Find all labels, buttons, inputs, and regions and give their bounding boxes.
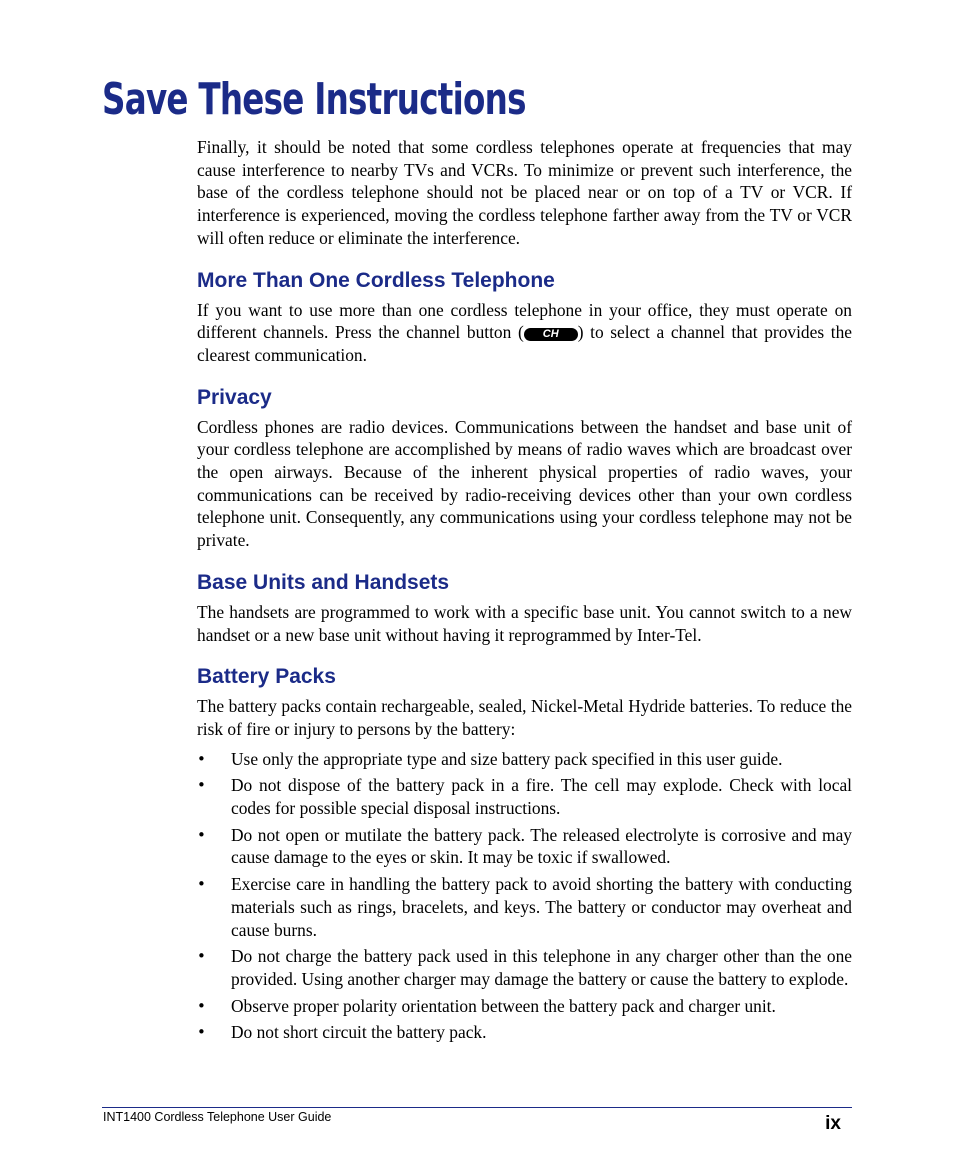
footer-divider bbox=[102, 1107, 852, 1108]
bullet-icon: • bbox=[197, 825, 206, 844]
section-heading-privacy: Privacy bbox=[197, 385, 272, 409]
bullet-icon: • bbox=[197, 875, 206, 894]
footer-guide-title: INT1400 Cordless Telephone User Guide bbox=[103, 1110, 332, 1124]
multi-phone-text-before: If you want to use more than one cordless telephone in your office, they must operate on different channels. Press the channel button ( bbox=[197, 299, 852, 343]
intro-paragraph: Finally, it should be noted that some cordless telephones operate at frequencies that may cause interference to nearby TVs and VCRs. To minimize or prevent such interference, the base of the cordless telephone should not be placed near or on top of a TV or VCR. If interference is experienced, moving the cordless telephone farther away from the TV or VCR will often reduce or eliminate the interference. bbox=[197, 137, 852, 248]
list-item: • Use only the appropriate type and size battery pack specified in this user guide. bbox=[197, 748, 783, 769]
list-item: • Do not dispose of the battery pack in a fire. The cell may explode. Check with local codes for possible special disposal instructions. bbox=[197, 775, 852, 819]
privacy-paragraph: Cordless phones are radio devices. Communications between the handset and base unit of your cordless telephone are accomplished by means of radio waves which are broadcast over the open airways. Because of the inherent physical properties of radio waves, your communications can be received by radio-receiving devices other than your own cordless telephone unit. Consequently, any communications using your cordless telephone may not be private. bbox=[197, 416, 852, 551]
list-item: • Observe proper polarity orientation between the battery pack and charger unit. bbox=[197, 995, 776, 1016]
bullet-icon: • bbox=[197, 947, 206, 966]
section-heading-base-units: Base Units and Handsets bbox=[197, 570, 450, 594]
bullet-icon: • bbox=[197, 749, 206, 768]
list-item: • Exercise care in handling the battery pack to avoid shorting the battery with conducting materials such as rings, bracelets, and keys. The battery or conductor may overheat and cause burns. bbox=[197, 874, 852, 940]
main-content bbox=[197, 136, 852, 1048]
list-item: • Do not charge the battery pack used in this telephone in any charger other than the one provided. Using another charger may damage the battery or cause the battery to explode. bbox=[197, 946, 852, 989]
page-title: Save These Instructions bbox=[102, 74, 526, 125]
bullet-icon: • bbox=[197, 1023, 206, 1042]
list-item: • Do not open or mutilate the battery pack. The released electrolyte is corrosive and may cause damage to the eyes or skin. It may be toxic if swallowed. bbox=[197, 824, 852, 868]
multi-phone-paragraph bbox=[197, 299, 852, 367]
multi-phone-text-after: ) to select a channel that provides the clearest communication. bbox=[197, 322, 852, 365]
base-units-paragraph: The handsets are programmed to work with a specific base unit. You cannot switch to a new handset or a new base unit without having it reprogrammed by Inter-Tel. bbox=[197, 601, 852, 645]
section-heading-battery: Battery Packs bbox=[197, 665, 336, 689]
channel-button-icon: CH bbox=[524, 328, 578, 341]
battery-safety-list bbox=[197, 748, 852, 1044]
battery-paragraph: The battery packs contain rechargeable, sealed, Nickel-Metal Hydride batteries. To reduce the risk of fire or injury to persons by the battery: bbox=[197, 696, 852, 739]
section-heading-multi-phone: More Than One Cordless Telephone bbox=[197, 268, 555, 292]
bullet-icon: • bbox=[197, 776, 206, 795]
page-number: ix bbox=[825, 1113, 841, 1134]
list-item: • Do not short circuit the battery pack. bbox=[197, 1022, 487, 1043]
bullet-icon: • bbox=[197, 996, 206, 1015]
